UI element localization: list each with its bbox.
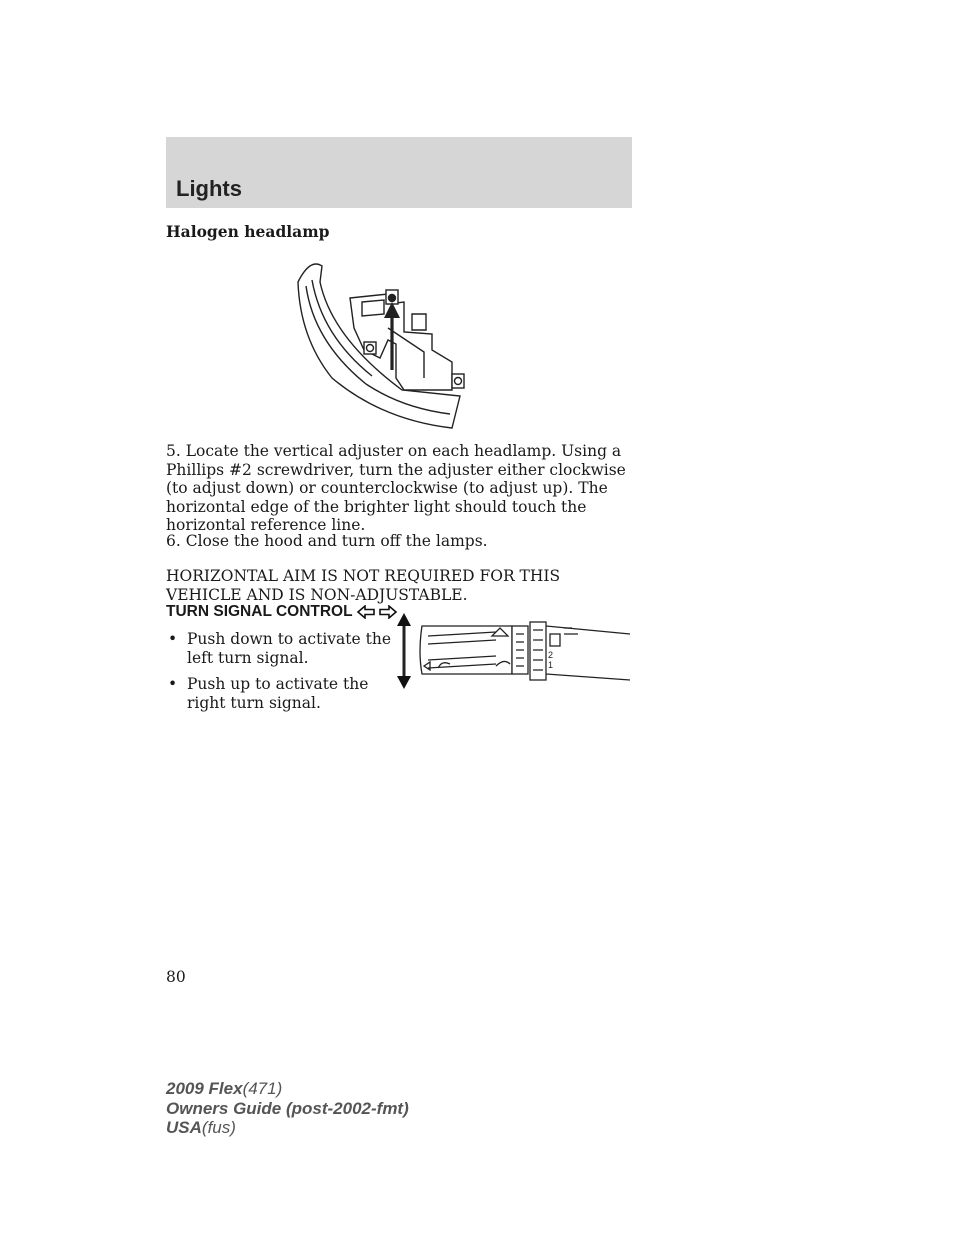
subheading: Halogen headlamp: [166, 222, 330, 241]
step-6-paragraph: 6. Close the hood and turn off the lamps.: [166, 532, 488, 550]
bullet-text: Push up to activate the right turn signal.: [187, 675, 369, 712]
footer-model: 2009 Flex: [166, 1079, 243, 1098]
list-item: • Push up to activate the right turn signal.: [168, 675, 369, 712]
turn-signal-stalk-illustration: [392, 612, 634, 692]
section-title: Lights: [176, 176, 242, 201]
step-5-paragraph: 5. Locate the vertical adjuster on each headlamp. Using a Phillips #2 screwdriver, turn the adjuster either clockwise (to adjust down) or counterclockwise (to adjust up). The horizontal edge of the brighter light should touch the horizontal reference line.: [166, 442, 626, 534]
turn-signal-instructions: [166, 630, 391, 720]
footer-market-code: (fus): [201, 1118, 236, 1137]
list-item: • Push down to activate the left turn signal.: [168, 630, 392, 667]
turn-signal-title: TURN SIGNAL CONTROL: [166, 603, 353, 620]
headlamp-illustration: [292, 258, 472, 430]
footer-guide-format: Owners Guide (post-2002-fmt): [166, 1098, 409, 1118]
footer-market: USA: [166, 1118, 202, 1137]
bullet-text: Push down to activate the left turn signal.: [187, 630, 392, 667]
footer-model-code: (471): [242, 1079, 283, 1098]
stalk-label-1: 1: [548, 660, 554, 670]
page-number: 80: [166, 968, 186, 986]
horizontal-aim-note: HORIZONTAL AIM IS NOT REQUIRED FOR THIS VEHICLE AND IS NON-ADJUSTABLE.: [166, 567, 561, 604]
stalk-label-2: 2: [548, 650, 554, 660]
document-footer: [166, 1079, 409, 1138]
turn-signal-heading: [166, 603, 398, 621]
